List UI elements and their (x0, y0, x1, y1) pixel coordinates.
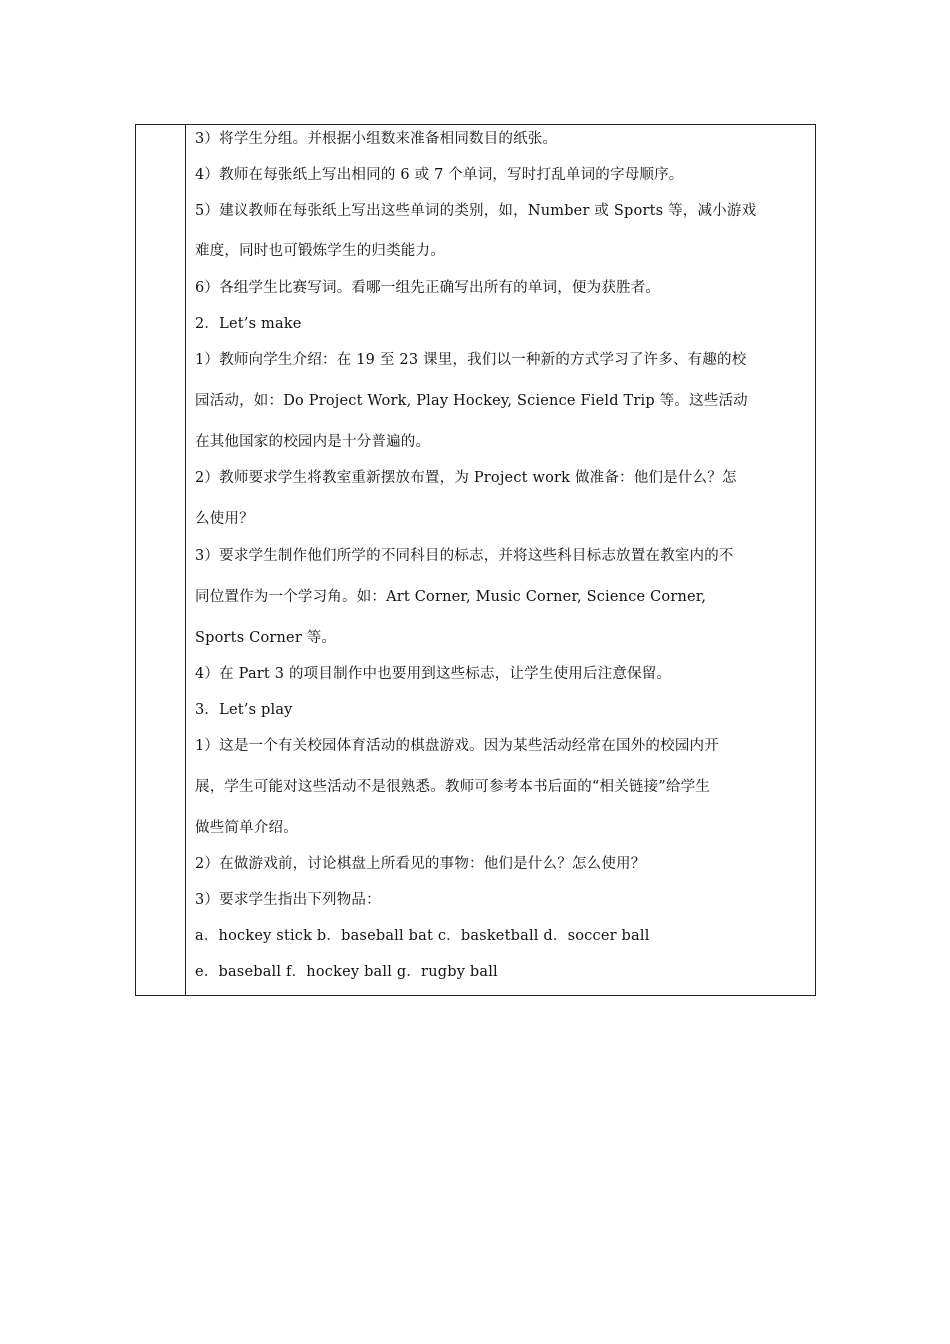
text-line: 在其他国家的校园内是十分普遍的。 (195, 434, 431, 450)
text-line: 4）在 Part 3 的项目制作中也要用到这些标志，让学生使用后注意保留。 (195, 666, 672, 682)
text-line: e．baseball f．hockey ball g．rugby ball (195, 964, 498, 980)
text-line: 么使用？ (195, 511, 254, 527)
text-line: 展，学生可能对这些活动不是很熟悉。教师可参考本书后面的“相关链接”给学生 (195, 779, 711, 795)
text-line: 6）各组学生比赛写词。看哪一组先正确写出所有的单词，便为获胜者。 (195, 280, 661, 296)
text-line: 3）将学生分组。并根据小组数来准备相同数目的纸张。 (195, 131, 558, 147)
lesson-table (135, 124, 816, 996)
text-line: 难度，同时也可锻炼学生的归类能力。 (195, 243, 445, 259)
text-line: 5）建议教师在每张纸上写出这些单词的类别，如，Number 或 Sports 等，减小游戏 (195, 203, 757, 219)
text-line: 1）教师向学生介绍：在 19 至 23 课里，我们以一种新的方式学习了许多、有趣的校 (195, 352, 747, 368)
text-line: a．hockey stick b．baseball bat c．basketball d．soccer ball (195, 928, 650, 944)
text-line: 2）教师要求学生将教室重新摆放布置，为 Project work 做准备：他们是什么？怎 (195, 470, 737, 486)
text-line: 同位置作为一个学习角。如：Art Corner, Music Corner, Science Corner, (195, 589, 707, 605)
text-line: 4）教师在每张纸上写出相同的 6 或 7 个单词，写时打乱单词的字母顺序。 (195, 167, 684, 183)
text-line: 2）在做游戏前，讨论棋盘上所看见的事物：他们是什么？怎么使用？ (195, 856, 646, 872)
text-line: 1）这是一个有关校园体育活动的棋盘游戏。因为某些活动经常在国外的校园内开 (195, 738, 719, 754)
table-left-column (136, 125, 186, 995)
text-line: Sports Corner 等。 (195, 630, 337, 646)
text-line: 3）要求学生制作他们所学的不同科目的标志，并将这些科目标志放置在教室内的不 (195, 548, 734, 564)
text-line: 做些简单介绍。 (195, 820, 298, 836)
text-line: 2．Let’s make (195, 316, 302, 332)
text-line: 园活动，如：Do Project Work, Play Hockey, Science Field Trip 等。这些活动 (195, 393, 748, 409)
text-line: 3）要求学生指出下列物品： (195, 892, 381, 908)
text-line: 3．Let’s play (195, 702, 293, 718)
